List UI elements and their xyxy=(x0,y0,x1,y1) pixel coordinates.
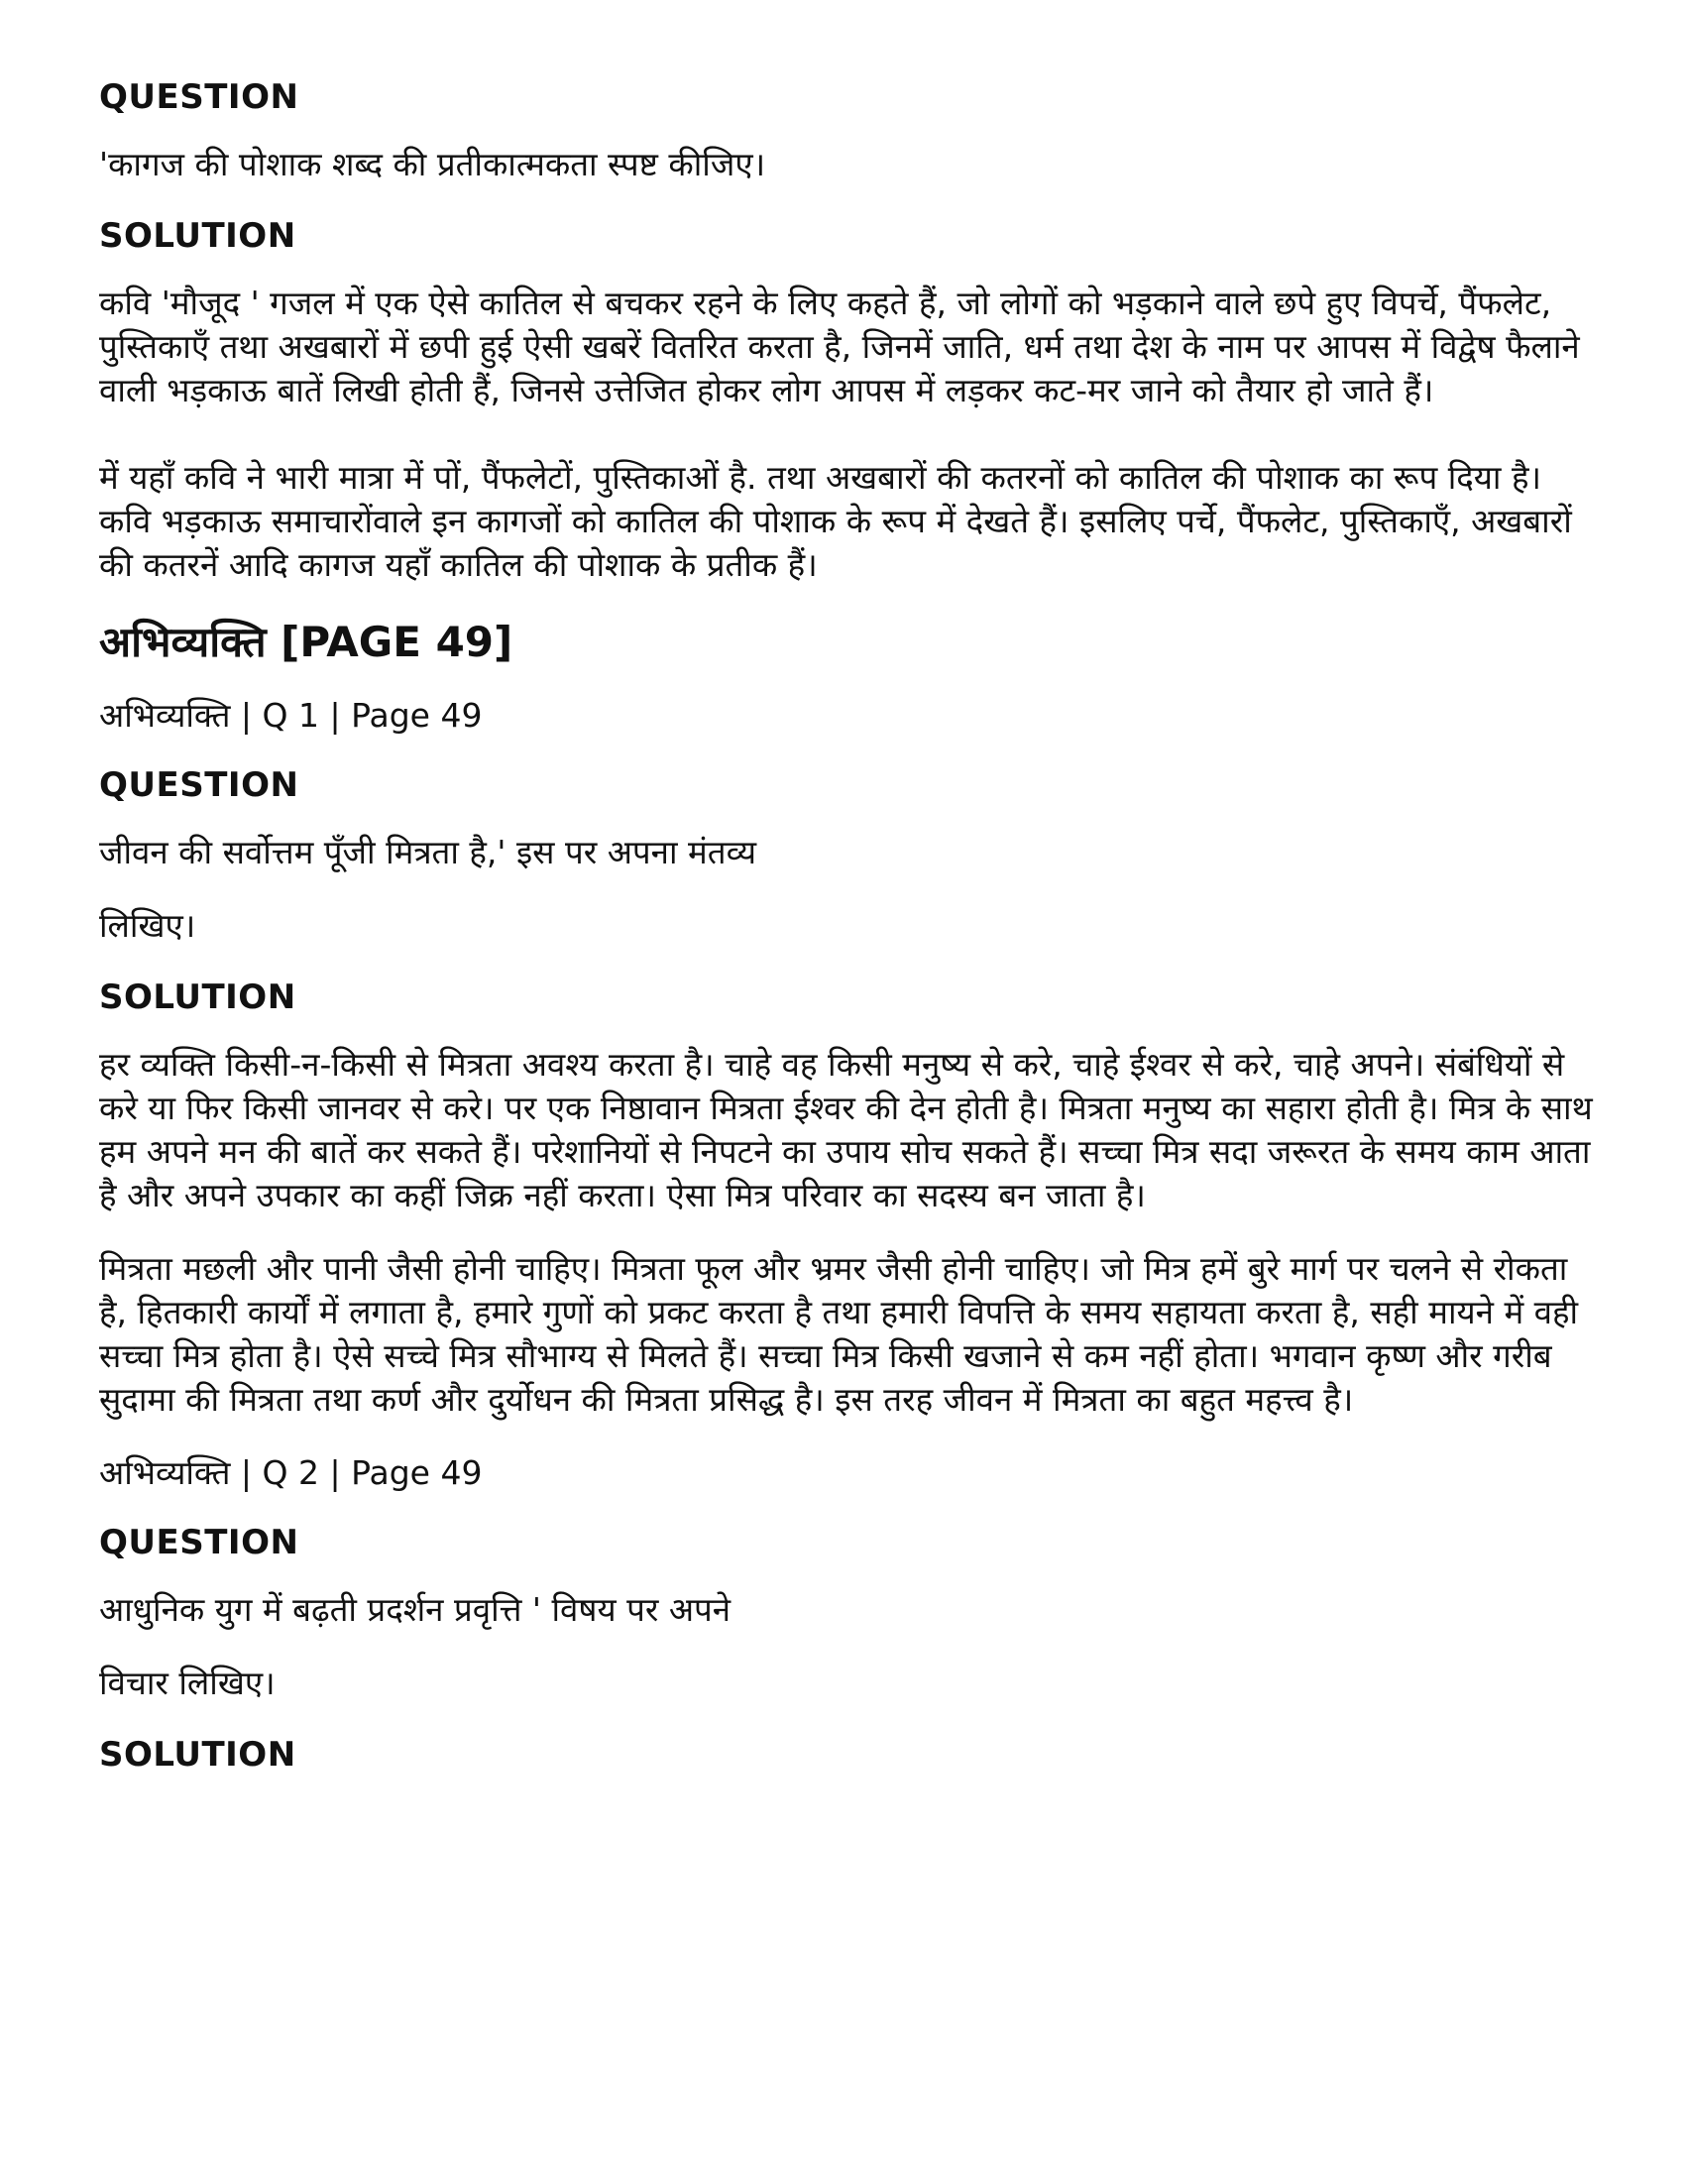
solution-paragraph: में यहाँ कवि ने भारी मात्रा में पों, पैंफलेटों, पुस्तिकाओं है. तथा अखबारों की कतरनों को कातिल की पोशाक का रूप दिया है। कवि भड़काऊ समाचारोंवाले इन कागजों को कातिल की पोशाक के रूप में देखते हैं। इसलिए पर्चे, पैंफलेट, पुस्तिकाएँ, अखबारों की कतरनें आदि कागज यहाँ कातिल की पोशाक के प्रतीक हैं। xyxy=(99,458,1572,584)
solution-paragraph: कवि 'मौजूद ' गजल में एक ऐसे कातिल से बचकर रहने के लिए कहते हैं, जो लोगों को भड़काने वाले छपे हुए विपर्चे, पैंफलेट, पुस्तिकाएँ तथा अखबारों में छपी हुई ऐसी खबरें वितरित करता है, जिनमें जाति, धर्म तथा देश के नाम पर आपस में विद्वेष फैलाने वाली भड़काऊ बातें लिखी होती हैं, जिनसे उत्तेजित होकर लोग आपस में लड़कर कट-मर जाने को तैयार हो जाते हैं। xyxy=(99,284,1580,409)
question-text: 'कागज की पोशाक शब्द की प्रतीकात्मकता स्पष्ट कीजिए। xyxy=(99,145,766,183)
solution-paragraph: मित्रता मछली और पानी जैसी होनी चाहिए। मित्रता फूल और भ्रमर जैसी होनी चाहिए। जो मित्र हमें बुरे मार्ग पर चलने से रोकता है, हितकारी कार्यों में लगाता है, हमारे गुणों को प्रकट करता है तथा हमारी विपत्ति के समय सहायता करता है, सही मायने में वही सच्चा मित्र होता है। ऐसे सच्चे मित्र सौभाग्य से मिलते हैं। सच्चा मित्र किसी खजाने से कम नहीं होता। भगवान कृष्ण और गरीब सुदामा की मित्रता तथा कर्ण और दुर्योधन की मित्रता प्रसिद्ध है। इस तरह जीवन में मित्रता का बहुत महत्त्व है। xyxy=(99,1249,1579,1419)
question-text: लिखिए। xyxy=(99,906,196,945)
question-text: जीवन की सर्वोत्तम पूँजी मित्रता है,' इस पर अपना मंतव्य xyxy=(99,833,756,871)
question-label: QUESTION xyxy=(99,1523,299,1562)
solution-label: SOLUTION xyxy=(99,1735,296,1775)
document-page xyxy=(99,77,1596,1800)
question-label: QUESTION xyxy=(99,77,299,117)
question-reference: अभिव्यक्ति | Q 1 | Page 49 xyxy=(99,696,483,735)
question-label: QUESTION xyxy=(99,765,299,805)
question-text: आधुनिक युग में बढ़ती प्रदर्शन प्रवृत्ति ' विषय पर अपने xyxy=(99,1590,731,1629)
solution-label: SOLUTION xyxy=(99,216,296,256)
section-heading: अभिव्यक्ति [PAGE 49] xyxy=(99,618,513,666)
solution-label: SOLUTION xyxy=(99,977,296,1017)
question-text: विचार लिखिए। xyxy=(99,1664,276,1702)
question-reference: अभिव्यक्ति | Q 2 | Page 49 xyxy=(99,1453,483,1492)
solution-paragraph: हर व्यक्ति किसी-न-किसी से मित्रता अवश्य करता है। चाहे वह किसी मनुष्य से करे, चाहे ईश्वर से करे, चाहे अपने। संबंधियों से करे या फिर किसी जानवर से करे। पर एक निष्ठावान मित्रता ईश्वर की देन होती है। मित्रता मनुष्य का सहारा होती है। मित्र के साथ हम अपने मन की बातें कर सकते हैं। परेशानियों से निपटने का उपाय सोच सकते हैं। सच्चा मित्र सदा जरूरत के समय काम आता है और अपने उपकार का कहीं जिक्र नहीं करता। ऐसा मित्र परिवार का सदस्य बन जाता है। xyxy=(99,1045,1593,1214)
